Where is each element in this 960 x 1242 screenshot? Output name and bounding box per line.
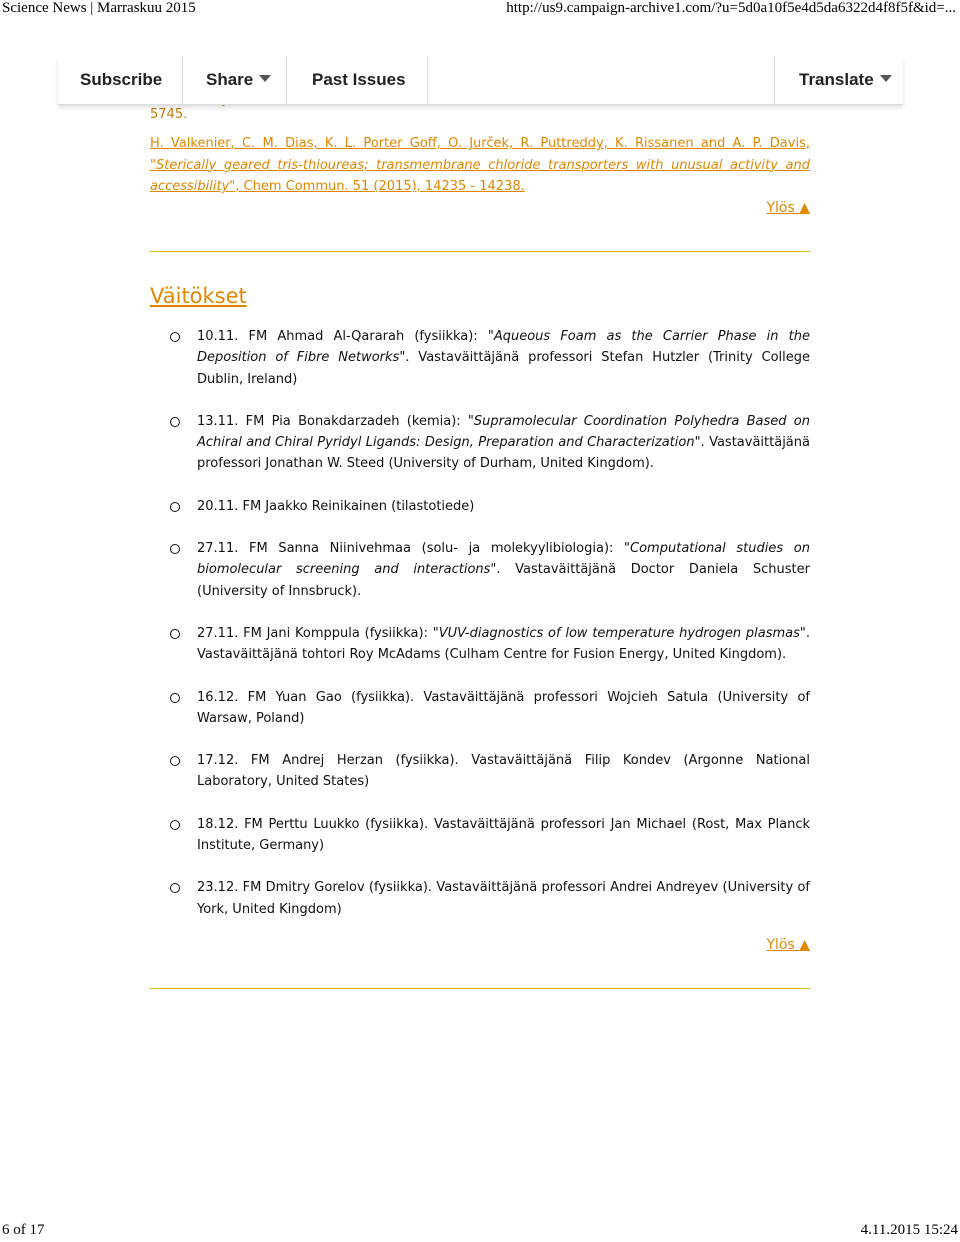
reference-authors: H. Valkenier, C. M. Dias, K. L. Porter Goff, O. Jurček, R. Puttreddy, K. Rissanen and A. P. Davis, bbox=[150, 136, 810, 151]
list-item: 10.11. FM Ahmad Al-Qararah (fysiikka): "Aqueous Foam as the Carrier Phase in the Deposition of Fibre Networks". Vastaväittäjänä professori Stefan Hutzler (Trinity College Dublin, Ireland) bbox=[170, 326, 810, 390]
translate-menu[interactable] bbox=[799, 56, 892, 104]
nav-divider bbox=[774, 56, 775, 104]
list-item: 20.11. FM Jaakko Reinikainen (tilastotiede) bbox=[170, 496, 810, 517]
print-header bbox=[0, 0, 960, 20]
reference-source: , Chem Commun. 51 (2015), 14235 - 14238. bbox=[235, 179, 525, 194]
section-divider bbox=[150, 988, 810, 989]
defences-list bbox=[170, 326, 810, 941]
chevron-down-icon bbox=[880, 75, 892, 82]
share-label: Share bbox=[206, 70, 254, 89]
chevron-down-icon bbox=[259, 75, 271, 82]
reference-title: "Sterically geared tris-thioureas; transmembrane chloride transporters with unusual activity and accessibility" bbox=[150, 157, 810, 194]
list-item: 23.12. FM Dmitry Gorelov (fysiikka). Vastaväittäjänä professori Andrei Andreyev (University of York, United Kingdom) bbox=[170, 877, 810, 920]
subscribe-link[interactable]: Subscribe bbox=[80, 70, 163, 89]
list-item: 16.12. FM Yuan Gao (fysiikka). Vastaväittäjänä professori Wojcieh Satula (University of Warsaw, Poland) bbox=[170, 687, 810, 730]
nav-divider bbox=[286, 56, 287, 104]
translate-label: Translate bbox=[799, 70, 874, 89]
list-item: 27.11. FM Jani Komppula (fysiikka): "VUV-diagnostics of low temperature hydrogen plasmas". Vastaväittäjänä tohtori Roy McAdams (Culham Centre for Fusion Energy, United Kingdom). bbox=[170, 623, 810, 666]
nav-divider bbox=[427, 56, 428, 104]
back-to-top-link[interactable]: Ylös ▲ bbox=[766, 200, 810, 216]
print-header-title: Science News | Marraskuu 2015 bbox=[2, 0, 196, 16]
list-item: 27.11. FM Sanna Niinivehmaa (solu- ja molekyylibiologia): "Computational studies on biomolecular screening and interactions". Vastaväittäjänä Doctor Daniela Schuster (University of Innsbruck). bbox=[170, 538, 810, 602]
list-item: 13.11. FM Pia Bonakdarzadeh (kemia): "Supramolecular Coordination Polyhedra Based on Achiral and Chiral Pyridyl Ligands: Design, Preparation and Characterization". Vastaväittäjänä professori Jonathan W. Steed (University of Durham, United Kingdom). bbox=[170, 411, 810, 475]
back-to-top-link[interactable]: Ylös ▲ bbox=[766, 937, 810, 953]
past-issues-link[interactable]: Past Issues bbox=[312, 70, 406, 89]
section-title[interactable]: Väitökset bbox=[150, 284, 247, 308]
nav-divider bbox=[182, 56, 183, 104]
page-number: 6 of 17 bbox=[2, 1222, 45, 1238]
print-header-url: http://us9.campaign-archive1.com/?u=5d0a10f5e4d5da6322d4f8f5f&id=... bbox=[506, 0, 956, 16]
print-timestamp: 4.11.2015 15:24 bbox=[860, 1222, 958, 1238]
publication-reference[interactable] bbox=[150, 133, 810, 198]
print-footer bbox=[0, 1222, 960, 1242]
section-divider bbox=[150, 251, 810, 252]
list-item: 18.12. FM Perttu Luukko (fysiikka). Vastaväittäjänä professori Jan Michael (Rost, Max Planck Institute, Germany) bbox=[170, 814, 810, 857]
cutoff-reference-line: 5745. bbox=[150, 107, 188, 122]
share-menu[interactable] bbox=[206, 56, 271, 104]
list-item: 17.12. FM Andrej Herzan (fysiikka). Vastaväittäjänä Filip Kondev (Argonne National Laboratory, United States) bbox=[170, 750, 810, 793]
